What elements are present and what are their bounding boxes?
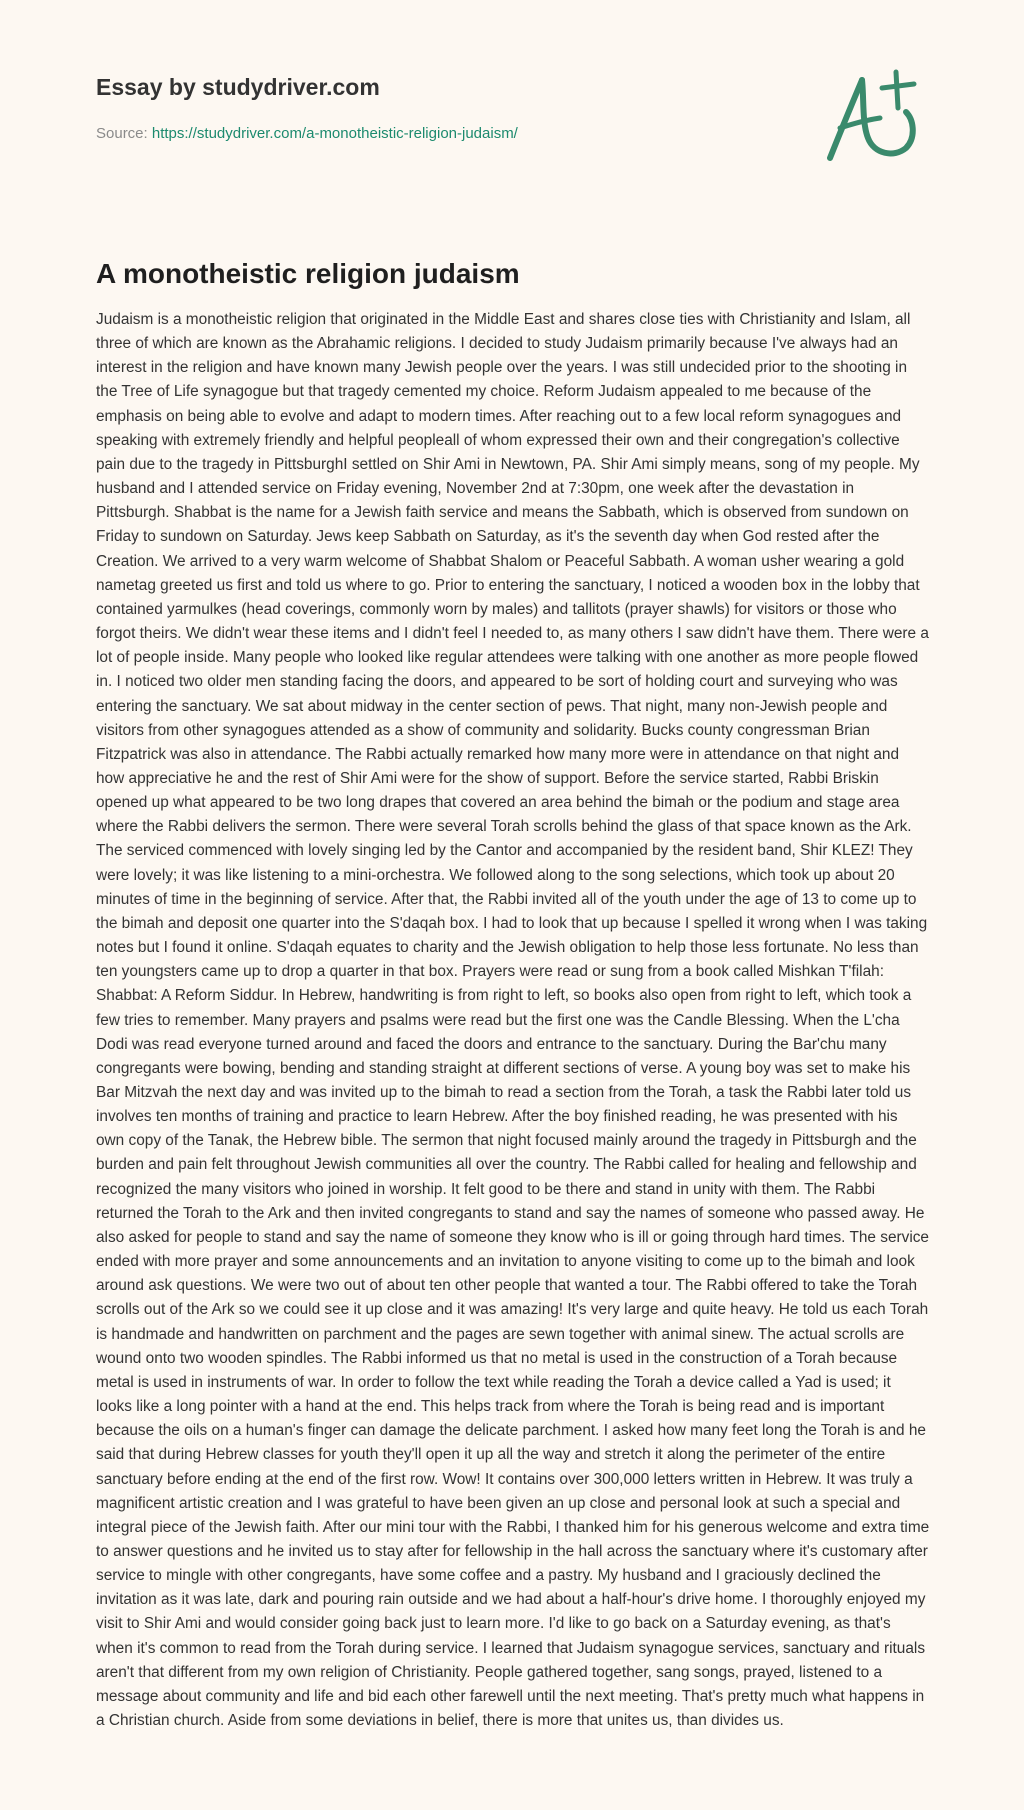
page-header (96, 72, 796, 144)
source-line (96, 124, 796, 144)
source-link[interactable]: https://studydriver.com/a-monotheistic-religion-judaism/ (151, 125, 518, 142)
essay-title: A monotheistic religion judaism (96, 258, 520, 289)
essay-body: Judaism is a monotheistic religion that originated in the Middle East and shares close ties with Christianity and Islam, all three of which are known as the Abrahamic religions. I decided to study Judaism primarily because I've always had an interest in the religion and have known many Jewish people over the years. I was still undecided prior to the shooting in the Tree of Life synagogue but that tragedy cemented my choice. Reform Judaism appealed to me because of the emphasis on being able to evolve and adapt to modern times. After reaching out to a few local reform synagogues and speaking with extremely friendly and helpful peopleall of whom expressed their own and their congregation's collective pain due to the tragedy in PittsburghI settled on Shir Ami in Newtown, PA. Shir Ami simply means, song of my people. My husband and I attended service on Friday evening, November 2nd at 7:30pm, one week after the devastation in Pittsburgh. Shabbat is the name for a Jewish faith service and means the Sabbath, which is observed from sundown on Friday to sundown on Saturday. Jews keep Sabbath on Saturday, as it's the seventh day when God rested after the Creation. We arrived to a very warm welcome of Shabbat Shalom or Peaceful Sabbath. A woman usher wearing a gold nametag greeted us first and told us where to go. Prior to entering the sanctuary, I noticed a wooden box in the lobby that contained yarmulkes (head coverings, commonly worn by males) and tallitots (prayer shawls) for visitors or those who forgot theirs. We didn't wear these items and I didn't feel I needed to, as many others I saw didn't have them. There were a lot of people inside. Many people who looked like regular attendees were talking with one another as more people flowed in. I noticed two older men standing facing the doors, and appeared to be sort of holding court and surveying who was entering the sanctuary. We sat about midway in the center section of pews. That night, many non-Jewish people and visitors from other synagogues attended as a show of community and solidarity. Bucks county congressman Brian Fitzpatrick was also in attendance. The Rabbi actually remarked how many more were in attendance on that night and how appreciative he and the rest of Shir Ami were for the show of support. Before the service started, Rabbi Briskin opened up what appeared to be two long drapes that covered an area behind the bimah or the podium and stage area where the Rabbi delivers the sermon. There were several Torah scrolls behind the glass of that space known as the Ark. The serviced commenced with lovely singing led by the Cantor and accompanied by the resident band, Shir KLEZ! They were lovely; it was like listening to a mini-orchestra. We followed along to the song selections, which took up about 20 minutes of time in the beginning of service. After that, the Rabbi invited all of the youth under the age of 13 to come up to the bimah and deposit one quarter into the S'daqah box. I had to look that up because I spelled it wrong when I was taking notes but I found it online. S'daqah equates to charity and the Jewish obligation to help those less fortunate. No less than ten youngsters came up to drop a quarter in that box. Prayers were read or sung from a book called Mishkan T'filah: Shabbat: A Reform Siddur. In Hebrew, handwriting is from right to left, so books also open from right to left, which took a few tries to remember. Many prayers and psalms were read but the first one was the Candle Blessing. When the L'cha Dodi was read everyone turned around and faced the doors and entrance to the sanctuary. During the Bar'chu many congregants were bowing, bending and standing straight at different sections of verse. A young boy was set to make his Bar Mitzvah the next day and was invited up to the bimah to read a section from the Torah, a task the Rabbi later told us involves ten months of training and practice to learn Hebrew. After the boy finished reading, he was presented with his own copy of the Tanak, the Hebrew bible. The sermon that night focused mainly around the tragedy in Pittsburgh and the burden and pain felt throughout Jewish communities all over the country. The Rabbi called for healing and fellowship and recognized the many visitors who joined in worship. It felt good to be there and stand in unity with them. The Rabbi returned the Torah to the Ark and then invited congregants to stand and say the names of someone who passed away. He also asked for people to stand and say the name of someone they know who is ill or going through hard times. The service ended with more prayer and some announcements and an invitation to anyone visiting to come up to the bimah and look around ask questions. We were two out of about ten other people that wanted a tour. The Rabbi offered to take the Torah scrolls out of the Ark so we could see it up close and it was amazing! It's very large and quite heavy. He told us each Torah is handmade and handwritten on parchment and the pages are sewn together with animal sinew. The actual scrolls are wound onto two wooden spindles. The Rabbi informed us that no metal is used in the construction of a Torah because metal is used in instruments of war. In order to follow the text while reading the Torah a device called a Yad is used; it looks like a long pointer with a hand at the end. This helps track from where the Torah is being read and is important because the oils on a human's finger can damage the delicate parchment. I asked how many feet long the Torah is and he said that during Hebrew classes for youth they'll open it up all the way and stretch it along the perimeter of the entire sanctuary before ending at the end of the first row. Wow! It contains over 300,000 letters written in Hebrew. It was truly a magnificent artistic creation and I was grateful to have been given an up close and personal look at such a special and integral piece of the Jewish faith. After our mini tour with the Rabbi, I thanked him for his generous welcome and extra time to answer questions and he invited us to stay after for fellowship in the hall across the sanctuary where it's customary after service to mingle with other congregants, have some coffee and a pastry. My husband and I graciously declined the invitation as it was late, dark and pouring rain outside and we had about a half-hour's drive home. I thoroughly enjoyed my visit to Shir Ami and would consider going back just to learn more. I'd like to go back on a Saturday evening, as that's when it's common to read from the Torah during service. I learned that Judaism synagogue services, sanctuary and rituals aren't that different from my own religion of Christianity. People gathered together, sang songs, prayed, listened to a message about community and life and bid each other farewell until the next meeting. That's pretty much what happens in a Christian church. Aside from some deviations in belief, there is more that unites us, than divides us. (96, 311, 930, 1730)
source-label: Source: (96, 125, 148, 142)
a-plus-logo-icon (818, 68, 930, 168)
essay-article (96, 254, 930, 1733)
site-title: Essay by studydriver.com (96, 74, 380, 100)
